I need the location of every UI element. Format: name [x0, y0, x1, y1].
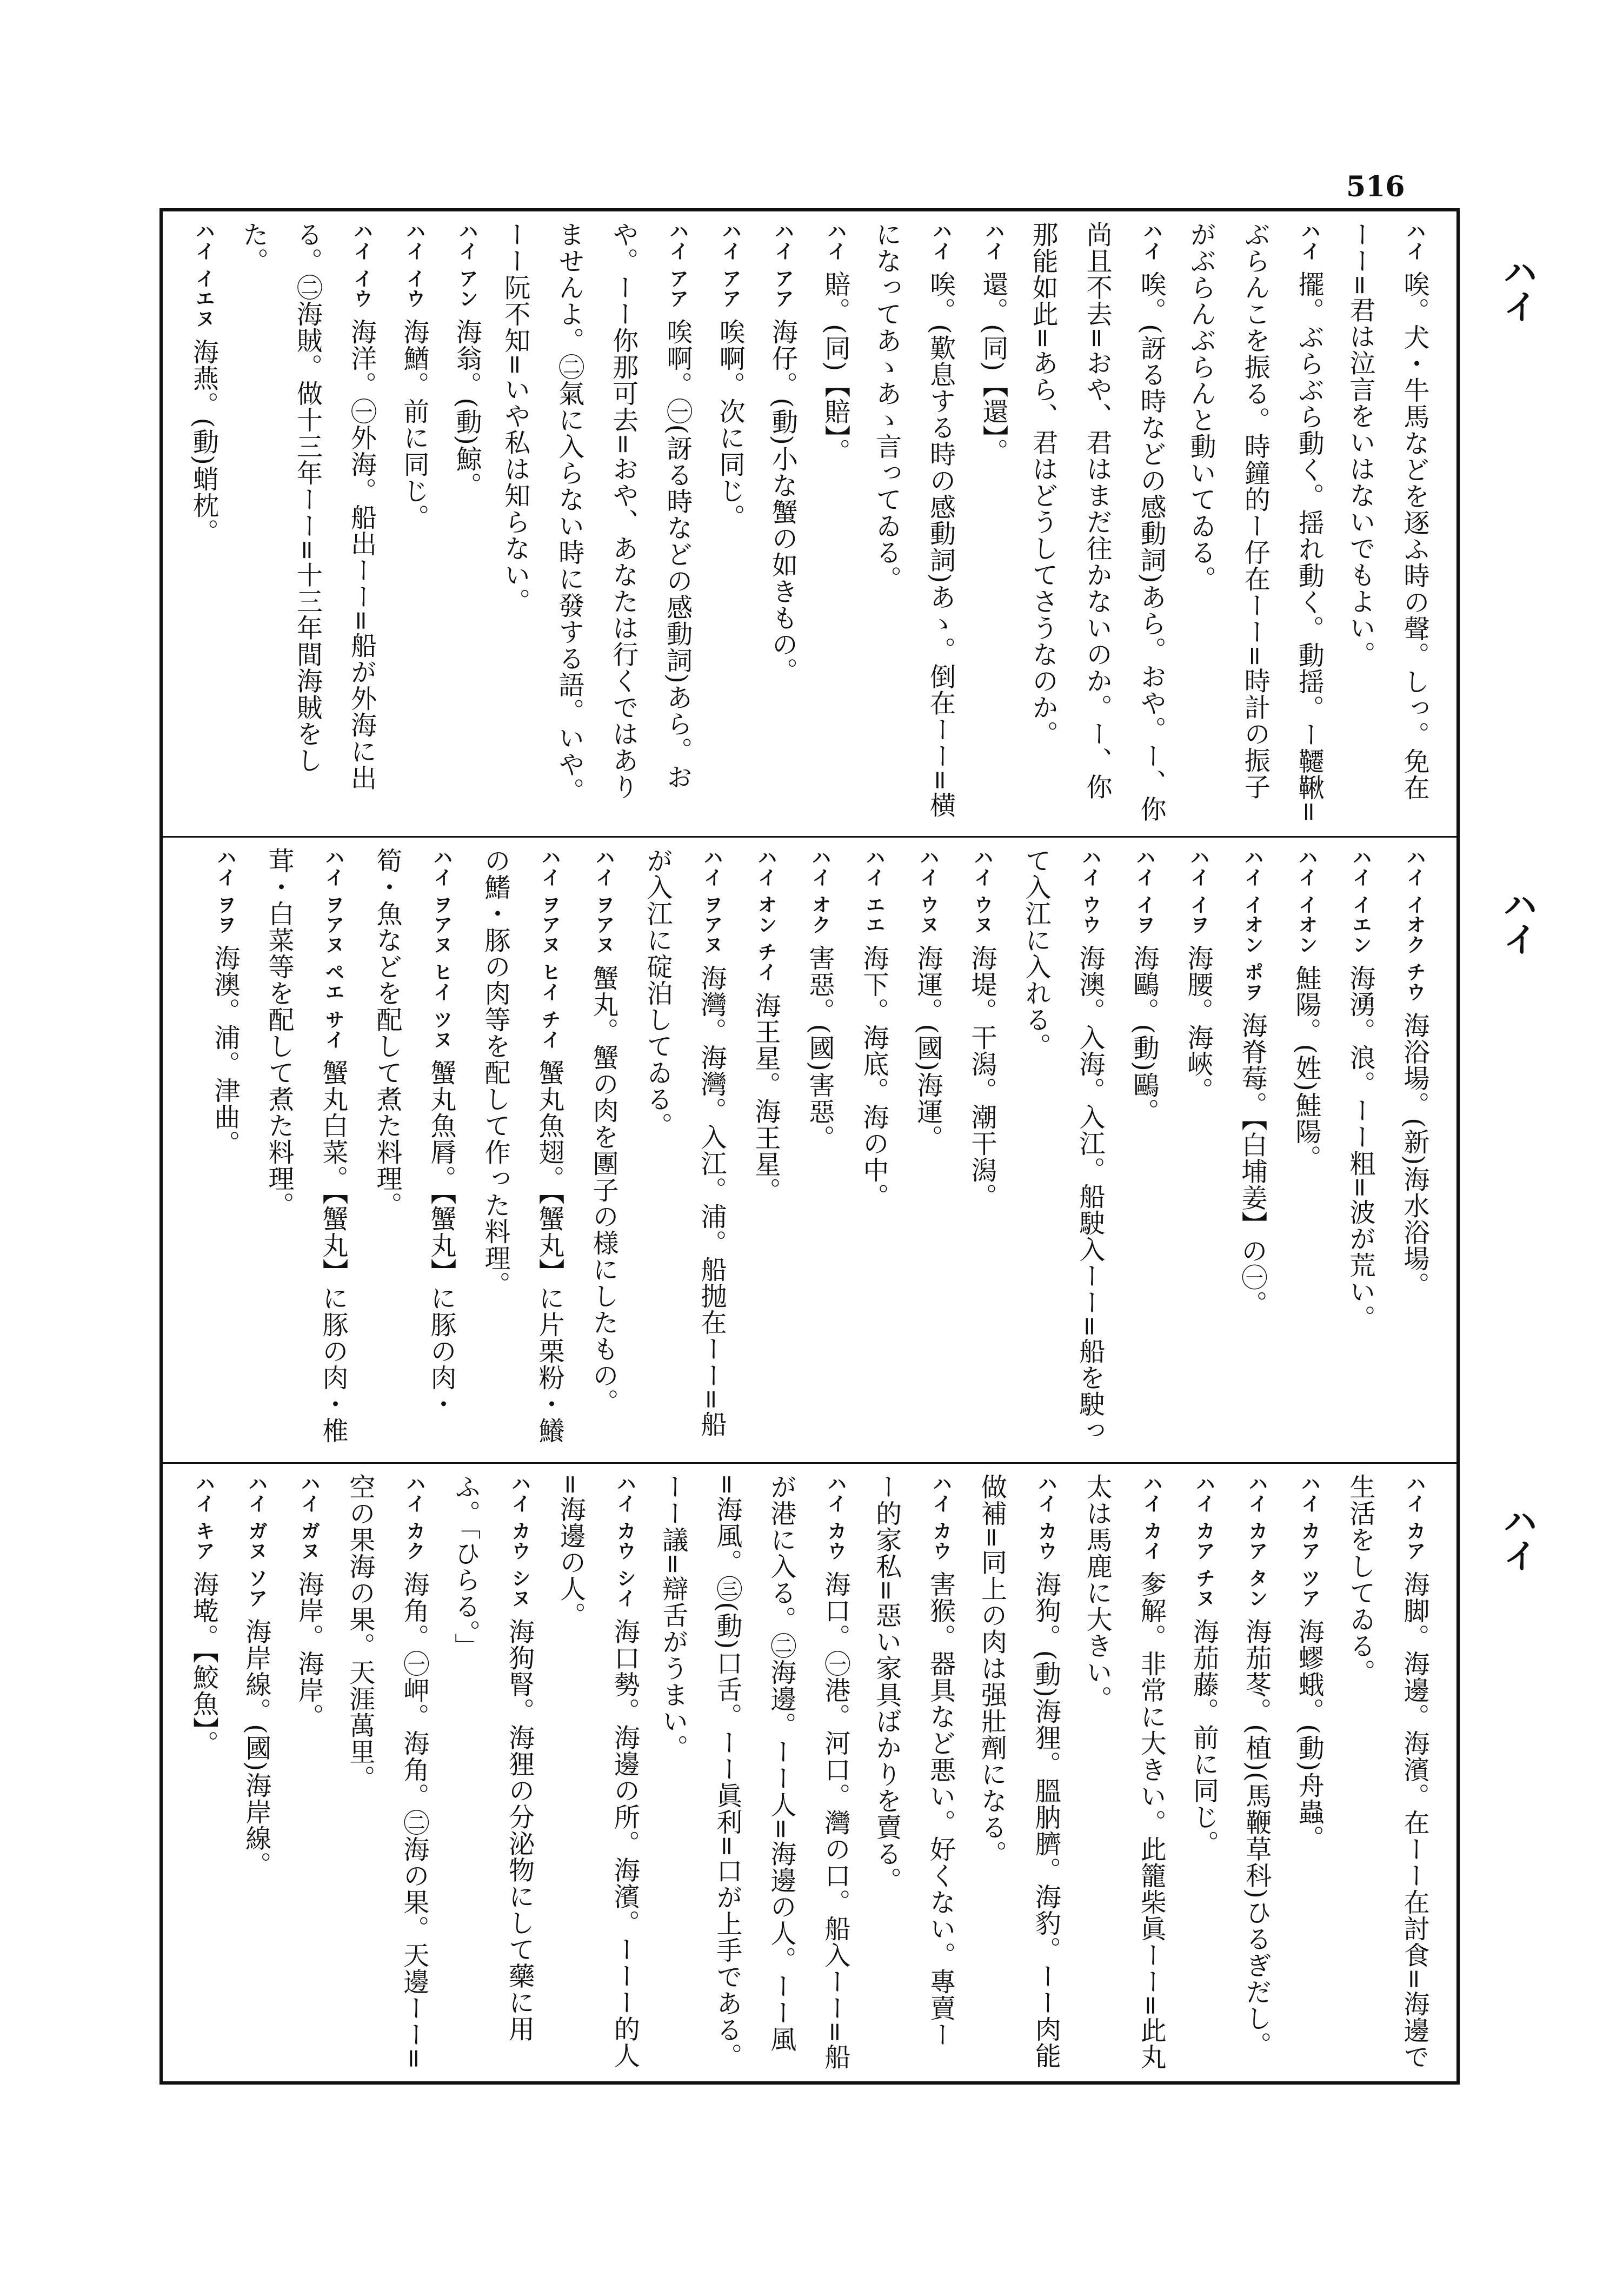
dictionary-entry	[468, 847, 576, 1452]
dictionary-entry	[1178, 1474, 1230, 2072]
dictionary-entry	[178, 1474, 230, 2072]
entry-definition: 蟹丸白菜。【蟹丸】に豚の肉・椎茸・白菜等を配して煮た料理。	[264, 847, 348, 1444]
entry-headword: ハイ ヲアヌ ヒイ ツヌ	[430, 847, 453, 1050]
entry-definition: 害惡。(國)害惡。	[804, 944, 835, 1151]
entry-headword: ハイ カア ツア	[1298, 1474, 1321, 1609]
dictionary-entry	[576, 847, 630, 1452]
dictionary-tier-middle	[163, 838, 1456, 1462]
dictionary-entry	[178, 221, 230, 826]
entry-headword: ハイ カア チヌ	[1193, 1474, 1215, 1609]
entry-definition: 鮭陽。(姓)鮭陽。	[1291, 964, 1321, 1171]
dictionary-entry	[441, 221, 494, 826]
dictionary-entry	[1171, 847, 1225, 1452]
page-number: 516	[1346, 170, 1405, 203]
entry-definition: 海狗腎。海狸の分泌物にして藥に用ふ。「ひらる。」	[450, 1474, 535, 2042]
entry-definition: 海脊莓。【白埔姜】の㊀。	[1237, 1012, 1267, 1317]
dictionary-entry	[1336, 1474, 1441, 2072]
dictionary-entry	[968, 1474, 1073, 2072]
dictionary-entry	[1009, 847, 1117, 1452]
entry-headword: ハイ イウ	[403, 221, 425, 309]
dictionary-entry	[901, 847, 955, 1452]
entry-definition: 海茄藤。前に同じ。	[1188, 1618, 1219, 1857]
entry-headword: ハイ カウ	[824, 1474, 847, 1561]
dictionary-entry	[739, 847, 793, 1452]
entry-definition: 海澳。入海。入江。船駛入ーー=船を駛って入江に入れる。	[1021, 847, 1105, 1444]
entry-headword: ハイ ヲアヌ ペエ サイ	[322, 847, 344, 1050]
entry-headword: ハイ カイ	[1140, 1474, 1163, 1561]
dictionary-entry	[198, 847, 252, 1452]
dictionary-entry	[847, 847, 901, 1452]
dictionary-entry	[810, 221, 862, 826]
entry-definition: 唉啊。次に同じ。	[715, 318, 746, 530]
entry-definition: 海堤。干潟。潮干潟。	[967, 944, 997, 1210]
entry-definition: 海湧。浪。ーー粗=波が荒い。	[1345, 964, 1375, 1331]
entry-definition: 海鰌。前に同じ。	[398, 318, 429, 530]
entry-headword: ハイ エエ	[863, 847, 885, 935]
entry-definition: 海墘。【鮫魚】。	[188, 1570, 219, 1757]
dictionary-entry	[1336, 221, 1441, 826]
entry-headword: ハイ キア	[192, 1474, 215, 1561]
entry-headword: ハイ ヲアヌ	[593, 847, 615, 955]
entry-headword: ハイ カク	[403, 1474, 425, 1561]
entry-definition: 海澳。浦。津曲。	[210, 944, 240, 1157]
dictionary-entry	[862, 1474, 968, 2072]
entry-definition: 海下。海底。海の中。	[859, 944, 889, 1210]
section-header-top: ハイ	[1497, 254, 1538, 323]
entry-headword: ハイ アア	[666, 221, 689, 309]
entry-definition: 海岸。海岸。	[294, 1570, 324, 1730]
dictionary-entry	[1073, 1474, 1178, 2072]
entry-headword: ハイ イヲ	[1133, 847, 1155, 935]
entry-headword: ハイ イエン	[1349, 847, 1372, 955]
section-header-middle: ハイ	[1497, 887, 1538, 956]
entry-definition: 唉啊。㊀(訝る時などの感動詞)あら。おや。ーー你那可去=おや、あなたは行くではありませんよ。㊁氣に入らない時に發する語。いや。ーー阮不知=いや私は知らない。	[500, 221, 693, 804]
entry-headword: ハイ	[929, 221, 952, 261]
entry-headword: ハイ カウ シイ	[614, 1474, 636, 1609]
dictionary-entry	[862, 221, 968, 826]
dictionary-entry	[360, 847, 468, 1452]
dictionary-entry	[757, 221, 809, 826]
entry-definition: 海岸線。(國)海岸線。	[241, 1618, 271, 1878]
entry-headword: ハイ ヲヲ	[214, 847, 236, 935]
entry-headword: ハイ イオク チウ	[1404, 847, 1426, 1003]
entry-headword: ハイ カア タン	[1245, 1474, 1268, 1609]
entry-definition: 海茄苳。(植)(馬鞭草科)ひるぎだし。	[1241, 1618, 1272, 2058]
dictionary-entry	[968, 221, 1020, 826]
entry-definition: 蟹丸。蟹の肉を團子の様にしたもの。	[588, 964, 618, 1415]
dictionary-entry	[1178, 221, 1336, 826]
dictionary-entry	[1117, 847, 1171, 1452]
dictionary-entry	[1231, 1474, 1283, 2072]
entry-headword: ハイ	[982, 221, 1005, 261]
dictionary-entry	[547, 1474, 652, 2072]
entry-headword: ハイ	[1404, 221, 1426, 261]
entry-headword: ハイ	[824, 221, 847, 261]
entry-headword: ハイ ウウ	[1079, 847, 1101, 935]
entry-headword: ハイ アア	[719, 221, 742, 309]
entry-definition: 海洋。㊀外海。船出ーー=船が外海に出る。㊁海賊。做十三年ーー=十三年間海賊をした。	[238, 221, 377, 791]
entry-definition: 海腰。海峽。	[1183, 944, 1213, 1104]
entry-definition: 海脚。海邊。海濱。在ーー在討食=海邊で生活をしてゐる。	[1345, 1474, 1429, 2070]
entry-definition: 蟹丸魚脣。【蟹丸】に豚の肉・筍・魚などを配して煮た料理。	[372, 847, 456, 1417]
dictionary-entry	[793, 847, 847, 1452]
dictionary-tier-top	[163, 211, 1456, 836]
entry-definition: 唉。(訝る時などの感動詞)あら。おや。ー、你尚且不去=おや、君はまだ往かないのか。ー、你那能如此=あら、君はどうしてさうなのか。	[1028, 221, 1167, 822]
entry-definition: 海口勢。海邊の所。海濱。ーーー的人=海邊の人。	[555, 1474, 640, 2069]
dictionary-entry	[1333, 847, 1387, 1452]
entry-headword: ハイ ウヌ	[917, 847, 939, 935]
entry-definition: 海灣。海灣。入江。浦。船抛在ーー=船が入江に碇泊してゐる。	[642, 847, 727, 1437]
entry-definition: 害猴。器具など悪い。好くない。專賣ーー的家私=惡い家具ばかりを賣る。	[871, 1474, 956, 2048]
entry-headword: ハイ ガヌ	[298, 1474, 321, 1561]
entry-definition: 唉。(歎息する時の感動詞)あゝ。倒在ーー=横になってあゝあゝ言ってゐる。	[871, 221, 956, 818]
entry-headword: ハイ イウ	[350, 221, 373, 309]
dictionary-entry	[336, 1474, 441, 2072]
entry-headword: ハイ オン チイ	[755, 847, 777, 983]
entry-definition: 賠。(同)【賠】。	[820, 271, 850, 465]
entry-headword: ハイ ガヌ ソア	[245, 1474, 268, 1609]
entry-definition: 海仔。(動)小な蟹の如きもの。	[767, 318, 798, 684]
entry-definition: 蟹丸魚翅。【蟹丸】に片栗粉・鱶の鰭・豚の肉等を配して作った料理。	[480, 847, 564, 1444]
dictionary-entry	[283, 1474, 336, 2072]
entry-definition: 海燕。(動)蛸枕。	[188, 338, 219, 545]
entry-headword: ハイ イオン	[1295, 847, 1318, 955]
entry-definition: 海浴場。(新)海水浴場。	[1399, 1012, 1429, 1298]
entry-definition: 奓解。非常に大きい。此籠柴眞ーー=此丸太は馬鹿に大きい。	[1082, 1474, 1167, 2070]
dictionary-entry	[1020, 221, 1178, 826]
entry-definition: 海狗。(動)海狸。膃肭臍。海豹。ーー肉能做補=同上の肉は强壯劑になる。	[976, 1474, 1061, 2069]
dictionary-entry	[630, 847, 739, 1452]
entry-headword: ハイ カウ シヌ	[508, 1474, 531, 1609]
entry-headword: ハイ イヲ	[1187, 847, 1209, 935]
entry-definition: 還。(同)【還】。	[978, 271, 1008, 465]
entry-headword: ハイ ヲアヌ	[701, 847, 723, 955]
dictionary-entry	[1283, 1474, 1336, 2072]
entry-definition: 海王星。海王星。	[750, 992, 781, 1204]
entry-headword: ハイ イオン ポヲ	[1241, 847, 1263, 1003]
entry-definition: 海角。㊀岬。海角。㊁海の果。天邊ーー=空の果海の果。天涯萬里。	[344, 1474, 429, 2070]
entry-definition: 海蟉蛾。(動)舟蟲。	[1294, 1618, 1325, 1852]
dictionary-entry	[1225, 847, 1279, 1452]
dictionary-frame	[159, 208, 1460, 2085]
entry-definition: 擺。ぶらぶら動く。揺れ動く。動揺。ー韆鞦=ぶらんこを振る。時鐘的ー仔在ーー=時計の振子がぶらんぶらんと動いてゐる。	[1186, 221, 1325, 824]
entry-headword: ハイ	[1140, 221, 1163, 261]
dictionary-entry	[230, 221, 388, 826]
entry-headword: ハイ イエヌ	[192, 221, 215, 329]
entry-headword: ハイ ヲアヌ ヒイ チイ	[538, 847, 561, 1050]
dictionary-entry	[651, 1474, 862, 2072]
entry-definition: 海口。㊀港。河口。灣の口。船入ーー=船が港に入る。㊁海邊。ーー人=海邊の人。ーー風=海風。㊂(動)口舌。ーー眞利=口が上手である。ーー議=辯舌がうまい。	[657, 1474, 850, 2070]
dictionary-entry	[389, 221, 441, 826]
dictionary-tier-bottom	[163, 1464, 1456, 2081]
entry-headword: ハイ ウヌ	[971, 847, 993, 935]
entry-headword: ハイ アア	[771, 221, 794, 309]
dictionary-entry	[1387, 847, 1441, 1452]
entry-definition: 海運。(國)海運。	[913, 944, 943, 1151]
entry-headword: ハイ オク	[809, 847, 831, 935]
entry-definition: 海鷗。(動)鷗。	[1129, 944, 1159, 1125]
entry-definition: 唉。犬・牛馬などを逐ふ時の聲。しっ。免在ーー=君は泣言をいはないでもよい。	[1345, 221, 1429, 801]
section-header-bottom: ハイ	[1497, 1503, 1538, 1572]
entry-headword: ハイ カア	[1404, 1474, 1426, 1561]
entry-headword: ハイ カウ	[929, 1474, 952, 1561]
dictionary-entry	[252, 847, 360, 1452]
dictionary-entry	[1279, 847, 1333, 1452]
entry-headword: ハイ	[1298, 221, 1321, 261]
entry-definition: 海翁。(動)鯨。	[451, 318, 482, 499]
entry-headword: ハイ アン	[456, 221, 478, 309]
dictionary-entry	[230, 1474, 283, 2072]
dictionary-entry	[494, 221, 704, 826]
entry-headword: ハイ カウ	[1035, 1474, 1057, 1561]
dictionary-entry	[955, 847, 1009, 1452]
dictionary-entry	[704, 221, 757, 826]
dictionary-entry	[441, 1474, 547, 2072]
